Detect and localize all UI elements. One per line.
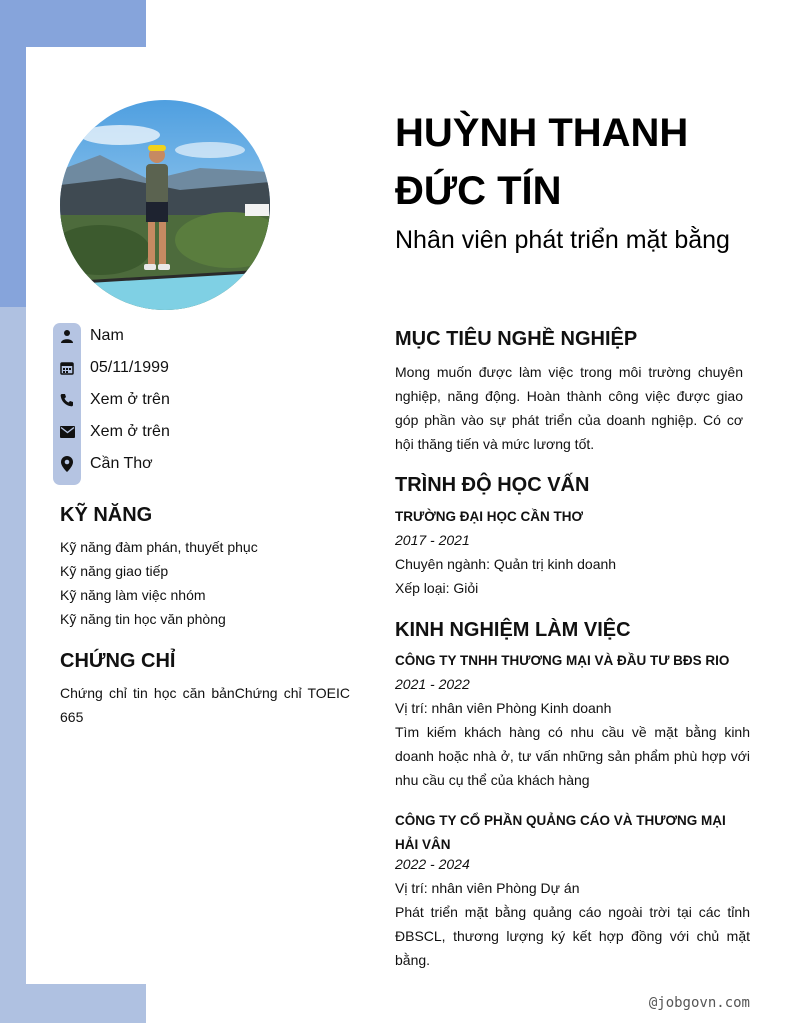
job-description: Tìm kiếm khách hàng có nhu cầu về mặt bằng kinh doanh hoặc nhà ở, tư vấn những sản phẩm phù hợp với nhu cầu cụ thể của khách hàng (395, 724, 750, 788)
skill-item: Kỹ năng tin học văn phòng (60, 611, 226, 627)
email-icon (53, 419, 81, 445)
job-position: Vị trí: nhân viên Phòng Kinh doanh (395, 700, 612, 716)
skill-item: Kỹ năng giao tiếp (60, 563, 169, 579)
skills-title: KỸ NĂNG (60, 504, 153, 526)
education-title: TRÌNH ĐỘ HỌC VẤN (395, 474, 590, 496)
contact-email-text: Xem ở trên (90, 423, 170, 440)
job-description: Phát triển mặt bằng quảng cáo ngoài trời tại các tỉnh ĐBSCL, thương lượng ký kết hợp đồng với chủ mặt bằng. (395, 904, 750, 968)
job-period: 2021 - 2022 (395, 676, 470, 692)
location-pin-icon (53, 451, 81, 477)
contact-address-text: Cần Thơ (90, 455, 153, 472)
contact-gender (53, 323, 124, 349)
person-icon (53, 323, 81, 349)
job-company: CÔNG TY CỔ PHẦN QUẢNG CÁO VÀ THƯƠNG MẠI HẢI VÂN (395, 813, 726, 852)
experience-title: KINH NGHIỆM LÀM VIỆC (395, 619, 631, 641)
profile-photo (60, 100, 270, 310)
contact-address (53, 451, 153, 477)
education-grade: Xếp loại: Giỏi (395, 580, 479, 596)
watermark: @jobgovn.com (648, 995, 750, 1011)
contact-gender-text: Nam (90, 327, 124, 344)
contact-birthday (53, 355, 169, 381)
skill-item: Kỹ năng đàm phán, thuyết phục (60, 539, 258, 555)
job-period: 2022 - 2024 (395, 856, 470, 872)
education-school: TRƯỜNG ĐẠI HỌC CẦN THƠ (395, 509, 583, 524)
calendar-icon (53, 355, 81, 381)
job-position: Vị trí: nhân viên Phòng Dự án (395, 880, 580, 896)
job-title: Nhân viên phát triển mặt bằng (395, 226, 730, 254)
contact-phone-text: Xem ở trên (90, 391, 170, 408)
full-name: HUỲNH THANH ĐỨC TÍN (395, 111, 689, 213)
job-company: CÔNG TY TNHH THƯƠNG MẠI VÀ ĐẦU TƯ BĐS RIO (395, 653, 730, 668)
skill-item: Kỹ năng làm việc nhóm (60, 587, 206, 603)
contact-phone (53, 387, 170, 413)
objective-title: MỤC TIÊU NGHỀ NGHIỆP (395, 328, 638, 350)
education-period: 2017 - 2021 (395, 532, 470, 548)
objective-text: Mong muốn được làm việc trong môi trường chuyên nghiệp, năng động. Hoàn thành công việc được giao góp phần vào sự phát triển của doanh nghiệp. Có cơ hội thăng tiến và mức lương tốt. (395, 364, 743, 452)
education-major: Chuyên ngành: Quản trị kinh doanh (395, 556, 617, 572)
certificates-text: Chứng chỉ tin học căn bảnChứng chỉ TOEIC 665 (60, 685, 350, 725)
certificates-title: CHỨNG CHỈ (60, 650, 176, 672)
contact-birthday-text: 05/11/1999 (90, 359, 169, 376)
contact-email (53, 419, 170, 445)
phone-icon (53, 387, 81, 413)
